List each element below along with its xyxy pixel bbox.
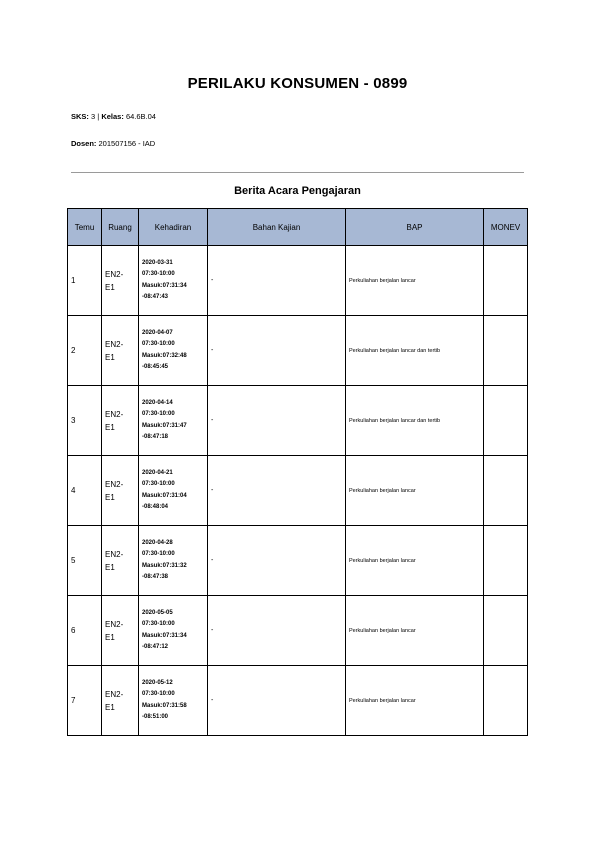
cell-temu: 7 (68, 666, 102, 736)
cell-kehadiran: 2020-04-21 07:30-10:00 Masuk:07:31:04 -08:48:04 (139, 456, 208, 526)
cell-ruang: EN2- E1 (102, 666, 139, 736)
lecturer-info (71, 139, 155, 148)
cell-bahan-kajian: - (208, 596, 346, 666)
cell-bap: Perkuliahan berjalan lancar (346, 456, 484, 526)
table-row (68, 316, 528, 386)
divider (71, 172, 524, 173)
table-row (68, 526, 528, 596)
dosen-value: 201507156 - IAD (98, 139, 156, 148)
kelas-value: 64.6B.04 (125, 112, 156, 121)
col-header-temu: Temu (68, 209, 102, 246)
cell-kehadiran: 2020-04-07 07:30-10:00 Masuk:07:32:48 -08:45:45 (139, 316, 208, 386)
cell-ruang: EN2- E1 (102, 456, 139, 526)
col-header-bap: BAP (346, 209, 484, 246)
col-header-kehadiran: Kehadiran (139, 209, 208, 246)
cell-kehadiran: 2020-03-31 07:30-10:00 Masuk:07:31:34 -08:47:43 (139, 246, 208, 316)
cell-monev (484, 246, 528, 316)
cell-ruang: EN2- E1 (102, 386, 139, 456)
sks-label: SKS: (71, 112, 89, 121)
section-title: Berita Acara Pengajaran (234, 185, 361, 197)
sks-value: 3 (91, 112, 96, 121)
table-row (68, 666, 528, 736)
cell-bap: Perkuliahan berjalan lancar (346, 526, 484, 596)
cell-bahan-kajian: - (208, 526, 346, 596)
cell-kehadiran: 2020-04-14 07:30-10:00 Masuk:07:31:47 -08:47:18 (139, 386, 208, 456)
cell-bap: Perkuliahan berjalan lancar (346, 666, 484, 736)
table-header-row (68, 209, 528, 246)
cell-bahan-kajian: - (208, 666, 346, 736)
bap-table (67, 208, 528, 736)
table-row (68, 456, 528, 526)
cell-kehadiran: 2020-05-12 07:30-10:00 Masuk:07:31:58 -08:51:00 (139, 666, 208, 736)
cell-temu: 2 (68, 316, 102, 386)
dosen-label: Dosen: (71, 139, 97, 148)
cell-bap: Perkuliahan berjalan lancar dan tertib (346, 386, 484, 456)
cell-monev (484, 316, 528, 386)
cell-bahan-kajian: - (208, 386, 346, 456)
cell-monev (484, 596, 528, 666)
kelas-label: Kelas: (101, 112, 124, 121)
cell-monev (484, 456, 528, 526)
cell-bahan-kajian: - (208, 246, 346, 316)
cell-ruang: EN2- E1 (102, 596, 139, 666)
cell-ruang: EN2- E1 (102, 316, 139, 386)
col-header-bahan-kajian: Bahan Kajian (208, 209, 346, 246)
cell-ruang: EN2- E1 (102, 526, 139, 596)
page-title: PERILAKU KONSUMEN - 0899 (187, 75, 408, 92)
info-separator: | (97, 112, 100, 121)
cell-temu: 4 (68, 456, 102, 526)
cell-monev (484, 386, 528, 456)
cell-monev (484, 526, 528, 596)
table-row (68, 596, 528, 666)
cell-temu: 6 (68, 596, 102, 666)
course-info (71, 112, 156, 121)
cell-temu: 1 (68, 246, 102, 316)
cell-ruang: EN2- E1 (102, 246, 139, 316)
cell-kehadiran: 2020-04-28 07:30-10:00 Masuk:07:31:32 -08:47:38 (139, 526, 208, 596)
cell-bap: Perkuliahan berjalan lancar dan tertib (346, 316, 484, 386)
cell-temu: 3 (68, 386, 102, 456)
cell-kehadiran: 2020-05-05 07:30-10:00 Masuk:07:31:34 -08:47:12 (139, 596, 208, 666)
cell-bahan-kajian: - (208, 456, 346, 526)
cell-bap: Perkuliahan berjalan lancar (346, 246, 484, 316)
col-header-ruang: Ruang (102, 209, 139, 246)
table-row (68, 386, 528, 456)
cell-bahan-kajian: - (208, 316, 346, 386)
col-header-monev: MONEV (484, 209, 528, 246)
cell-temu: 5 (68, 526, 102, 596)
cell-monev (484, 666, 528, 736)
cell-bap: Perkuliahan berjalan lancar (346, 596, 484, 666)
table-row (68, 246, 528, 316)
